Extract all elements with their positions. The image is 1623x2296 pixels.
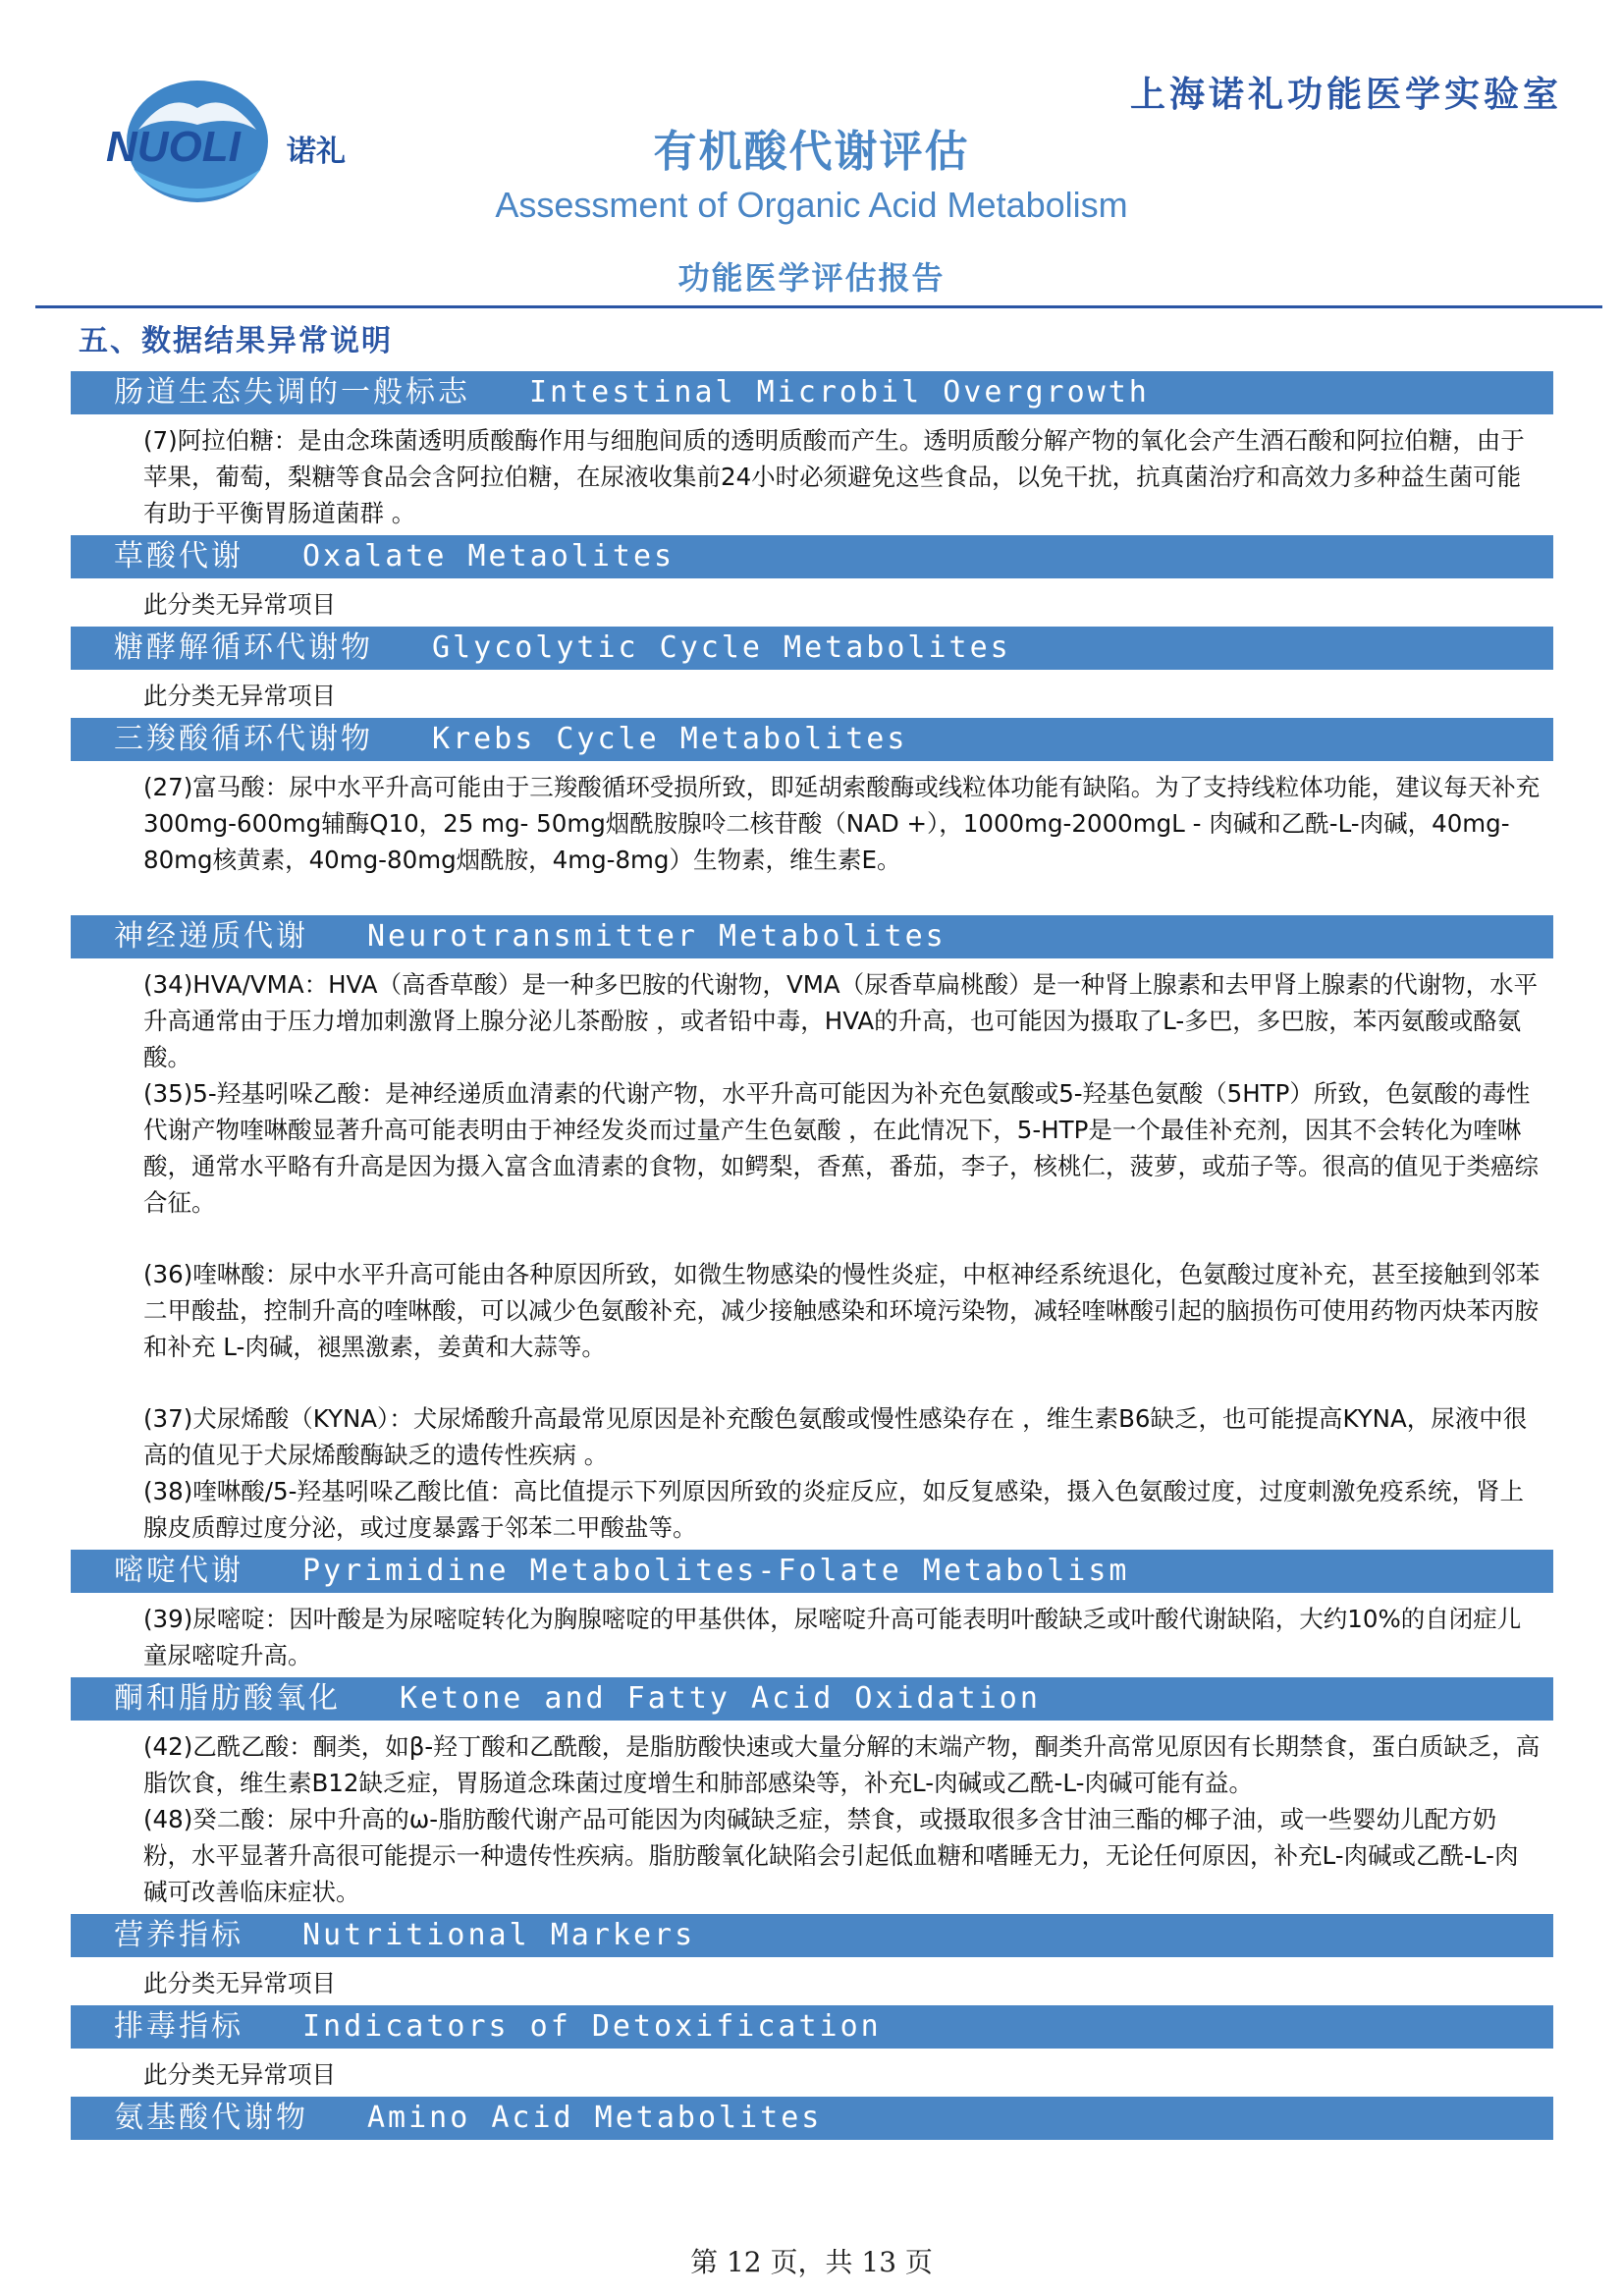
finding-paragraph: (36)喹啉酸：尿中水平升高可能由各种原因所致，如微生物感染的慢性炎症，中枢神经系统退化，色氨酸过度补充，甚至接触到邻苯二甲酸盐，控制升高的喹啉酸，可以减少色氨酸补充，减少接触感染和环境污染物，减轻喹啉酸引起的脑损伤可使用药物丙炔苯丙胺和补充 L-肉碱，褪黑激素，姜黄和大蒜等。 <box>143 1260 1541 1361</box>
category-zh: 营养指标 <box>114 1918 243 1952</box>
category-en: Intestinal Microbil Overgrowth <box>529 375 1150 410</box>
category-header <box>71 627 1553 670</box>
category-header <box>71 1550 1553 1593</box>
category-body <box>71 761 1553 915</box>
category-body <box>71 578 1553 627</box>
category-zh: 草酸代谢 <box>114 539 243 574</box>
category-ketone <box>71 1677 1553 1914</box>
category-intestinal <box>71 371 1553 535</box>
finding-paragraph: (35)5-羟基吲哚乙酸：是神经递质血清素的代谢产物，水平升高可能因为补充色氨酸或5-羟基色氨酸（5HTP）所致，色氨酸的毒性代谢产物喹啉酸显著升高可能表明由于神经发炎而过量产生色氨酸 ，在此情况下，5-HTP是一个最佳补充剂，因其不会转化为喹啉酸，通常水平略有升高是因为摄入富含血清素的食物，如鳄梨，香蕉，番茄，李子，核桃仁，菠萝，或茄子等。很高的值见于类癌综合征。 <box>143 1079 1539 1217</box>
no-abnormal-text: 此分类无异常项目 <box>143 682 336 710</box>
category-zh: 肠道生态失调的一般标志 <box>114 375 470 410</box>
category-zh: 嘧啶代谢 <box>114 1554 243 1588</box>
category-body <box>71 958 1553 1550</box>
page-number: 第 12 页，共 13 页 <box>690 2246 933 2278</box>
category-header <box>71 2097 1553 2140</box>
category-header <box>71 1677 1553 1721</box>
report-type: 功能医学评估报告 <box>677 259 946 297</box>
no-abnormal-text: 此分类无异常项目 <box>143 2060 336 2089</box>
logo-cn-text: 诺礼 <box>287 135 346 169</box>
finding-paragraph: (34)HVA/VMA：HVA（高香草酸）是一种多巴胺的代谢物，VMA（尿香草扁桃酸）是一种肾上腺素和去甲肾上腺素的代谢物，水平升高通常由于压力增加刺激肾上腺分泌儿茶酚胺 ，或者铅中毒，HVA的升高，也可能因为摄取了L-多巴，多巴胺，苯丙氨酸或酪氨酸。 <box>143 970 1539 1071</box>
category-body <box>71 1957 1553 2005</box>
category-zh: 酮和脂肪酸氧化 <box>114 1681 341 1716</box>
category-body <box>71 670 1553 718</box>
category-en: Oxalate Metaolites <box>302 539 676 574</box>
category-header <box>71 371 1553 414</box>
category-body <box>71 1593 1553 1677</box>
category-zh: 三羧酸循环代谢物 <box>114 722 373 756</box>
category-en: Glycolytic Cycle Metabolites <box>432 630 1011 665</box>
category-amino-acid <box>71 2097 1553 2140</box>
category-detox <box>71 2005 1553 2097</box>
category-body <box>71 414 1553 535</box>
category-krebs <box>71 718 1553 915</box>
category-en: Indicators of Detoxification <box>302 2009 882 2044</box>
category-pyrimidine <box>71 1550 1553 1677</box>
category-en: Pyrimidine Metabolites-Folate Metabolism <box>302 1554 1130 1588</box>
finding-paragraph: (37)犬尿烯酸（KYNA）：犬尿烯酸升高最常见原因是补充酸色氨酸或慢性感染存在 ，维生素B6缺乏，也可能提高KYNA，尿液中很高的值见于犬尿烯酸酶缺乏的遗传性疾病 。 <box>143 1404 1528 1469</box>
report-title-zh: 有机酸代谢评估 <box>653 127 970 177</box>
category-body <box>71 1721 1553 1914</box>
section-title: 五、数据结果异常说明 <box>79 324 393 358</box>
finding-paragraph: (38)喹啉酸/5-羟基吲哚乙酸比值：高比值提示下列原因所致的炎症反应，如反复感染，摄入色氨酸过度，过度刺激免疫系统，肾上腺皮质醇过度分泌，或过度暴露于邻苯二甲酸盐等。 <box>143 1477 1524 1542</box>
category-en: Nutritional Markers <box>302 1918 696 1952</box>
category-header <box>71 2005 1553 2049</box>
lab-name: 上海诺礼功能医学实验室 <box>1129 75 1562 115</box>
no-abnormal-text: 此分类无异常项目 <box>143 590 336 619</box>
finding-paragraph: (42)乙酰乙酸：酮类，如β-羟丁酸和乙酰酸，是脂肪酸快速或大量分解的末端产物，酮类升高常见原因有长期禁食，蛋白质缺乏，高脂饮食，维生素B12缺乏症，胃肠道念珠菌过度增生和肺部感染等，补充L-肉碱或乙酰-L-肉碱可能有益。 <box>143 1732 1541 1797</box>
category-zh: 排毒指标 <box>114 2009 243 2044</box>
category-en: Amino Acid Metabolites <box>367 2101 823 2135</box>
category-zh: 氨基酸代谢物 <box>114 2101 308 2135</box>
finding-paragraph: (27)富马酸：尿中水平升高可能由于三羧酸循环受损所致，即延胡索酸酶或线粒体功能有缺陷。为了支持线粒体功能，建议每天补充300mg-600mg辅酶Q10，25 mg- 50mg烟酰胺腺呤二核苷酸（NAD +），1000mg-2000mgL - 肉碱和乙酰-L-肉碱，40mg-80mg核黄素，40mg-80mg烟酰胺，4mg-8mg）生物素，维生素E。 <box>143 773 1541 874</box>
no-abnormal-text: 此分类无异常项目 <box>143 1969 336 1997</box>
header-divider <box>35 305 1602 308</box>
category-en: Neurotransmitter Metabolites <box>367 919 947 954</box>
finding-paragraph: (39)尿嘧啶：因叶酸是为尿嘧啶转化为胸腺嘧啶的甲基供体，尿嘧啶升高可能表明叶酸缺乏或叶酸代谢缺陷，大约10%的自闭症儿童尿嘧啶升高。 <box>143 1605 1522 1669</box>
category-header <box>71 1914 1553 1957</box>
category-oxalate <box>71 535 1553 627</box>
logo-text: NUOLI <box>106 123 241 171</box>
category-glycolytic <box>71 627 1553 718</box>
report-title-en: Assessment of Organic Acid Metabolism <box>495 185 1128 225</box>
results-content <box>71 371 1553 2140</box>
category-header <box>71 718 1553 761</box>
category-en: Ketone and Fatty Acid Oxidation <box>400 1681 1041 1716</box>
finding-paragraph: (7)阿拉伯糖：是由念珠菌透明质酸酶作用与细胞间质的透明质酸而产生。透明质酸分解产物的氧化会产生酒石酸和阿拉伯糖，由于苹果，葡萄，梨糖等食品会含阿拉伯糖，在尿液收集前24小时必须避免这些食品，以免干扰，抗真菌治疗和高效力多种益生菌可能有助于平衡胃肠道菌群 。 <box>143 426 1525 527</box>
category-neurotransmitter <box>71 915 1553 1550</box>
category-en: Krebs Cycle Metabolites <box>432 722 908 756</box>
category-zh: 神经递质代谢 <box>114 919 308 954</box>
category-zh: 糖酵解循环代谢物 <box>114 630 373 665</box>
finding-paragraph: (48)癸二酸：尿中升高的ω-脂肪酸代谢产品可能因为肉碱缺乏症，禁食，或摄取很多含甘油三酯的椰子油，或一些婴幼儿配方奶粉，水平显著升高很可能提示一种遗传性疾病。脂肪酸氧化缺陷会引起低血糖和嗜睡无力，无论任何原因，补充L-肉碱或乙酰-L-肉碱可改善临床症状。 <box>143 1805 1519 1906</box>
category-header <box>71 535 1553 578</box>
category-header <box>71 915 1553 958</box>
category-body <box>71 2049 1553 2097</box>
category-nutritional <box>71 1914 1553 2005</box>
